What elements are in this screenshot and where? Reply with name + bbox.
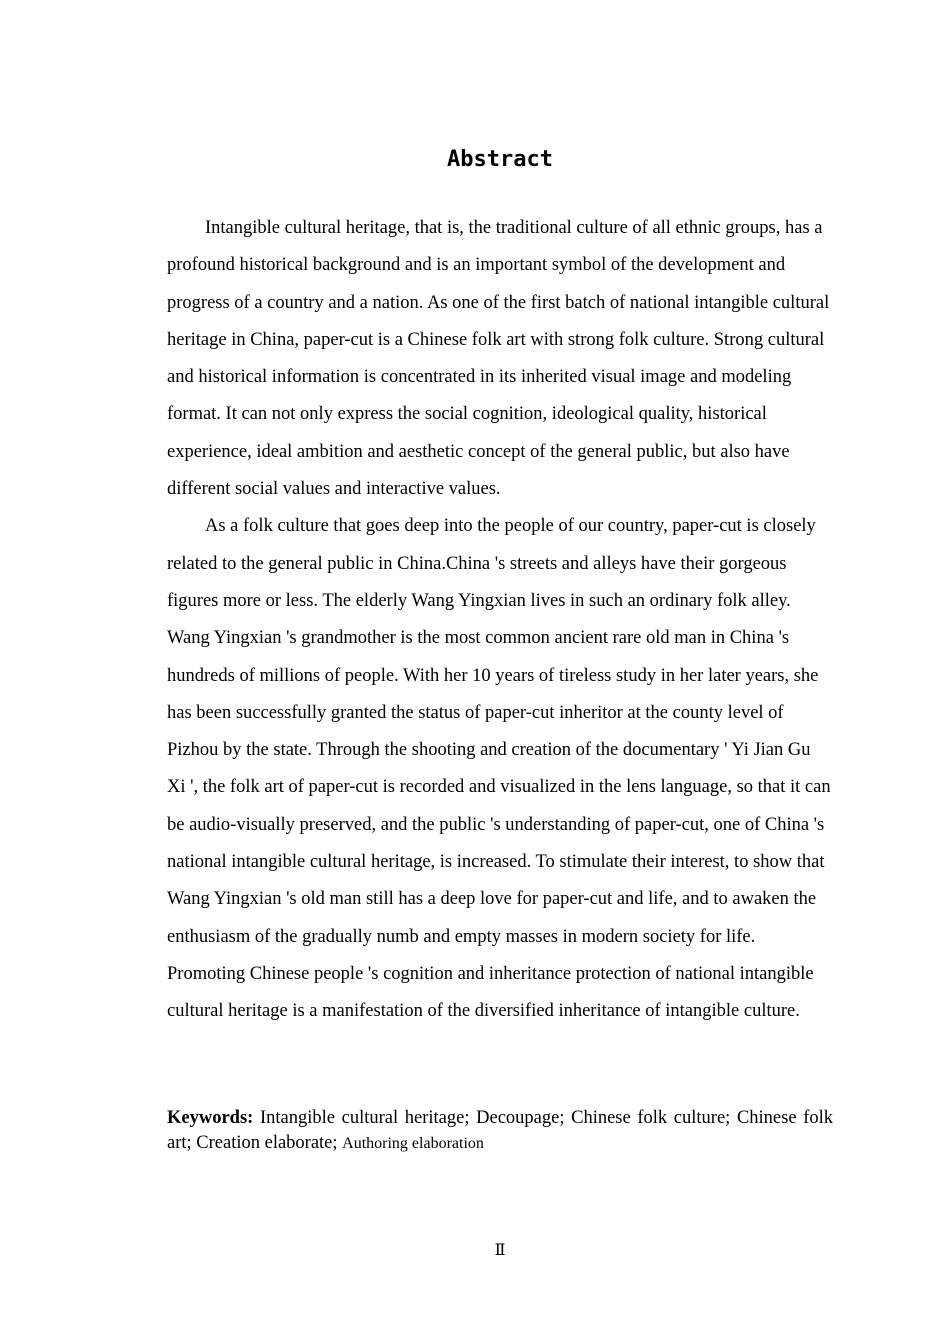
page-number: Ⅱ [494,1242,506,1259]
page-title: Abstract [447,147,553,172]
keywords-text: Intangible cultural heritage; Decoupage; Chinese folk culture; Chinese folk art; Creation elaborate; [167,1108,833,1153]
abstract-paragraph-2: As a folk culture that goes deep into the people of our country, paper-cut is closely related to the general public in China.China 's streets and alleys have their gorgeous figures more or less. The elderly Wang Yingxian lives in such an ordinary folk alley. Wang Yingxian 's grandmother is the most common ancient rare old man in China 's hundreds of millions of people. With her 10 years of tireless study in her later years, she has been successfully granted the status of paper-cut inheritor at the county level of Pizhou by the state. Through the shooting and creation of the documentary ' Yi Jian Gu Xi ', the folk art of paper-cut is recorded and visualized in the lens language, so that it can be audio-visually preserved, and the public 's understanding of paper-cut, one of China 's national intangible cultural heritage, is increased. To stimulate their interest, to show that Wang Yingxian 's old man still has a deep love for paper-cut and life, and to awaken the enthusiasm of the gradually numb and empty masses in modern society for life. Promoting Chinese people 's cognition and inheritance protection of national intangible cultural heritage is a manifestation of the diversified inheritance of intangible culture. [167,516,831,1022]
abstract-paragraph-1: Intangible cultural heritage, that is, the traditional culture of all ethnic groups, has a profound historical background and is an important symbol of the development and progress of a country and a nation. As one of the first batch of national intangible cultural heritage in China, paper-cut is a Chinese folk art with strong folk culture. Strong cultural and historical information is concentrated in its inherited visual image and modeling format. It can not only express the social cognition, ideological quality, historical experience, ideal ambition and aesthetic concept of the general public, but also have different social values and interactive values. [167,218,830,500]
keywords-label: Keywords: [167,1108,254,1128]
keywords-small-text: Authoring elaboration [342,1135,484,1152]
keywords-line [167,1106,833,1156]
abstract-body [167,210,833,1031]
